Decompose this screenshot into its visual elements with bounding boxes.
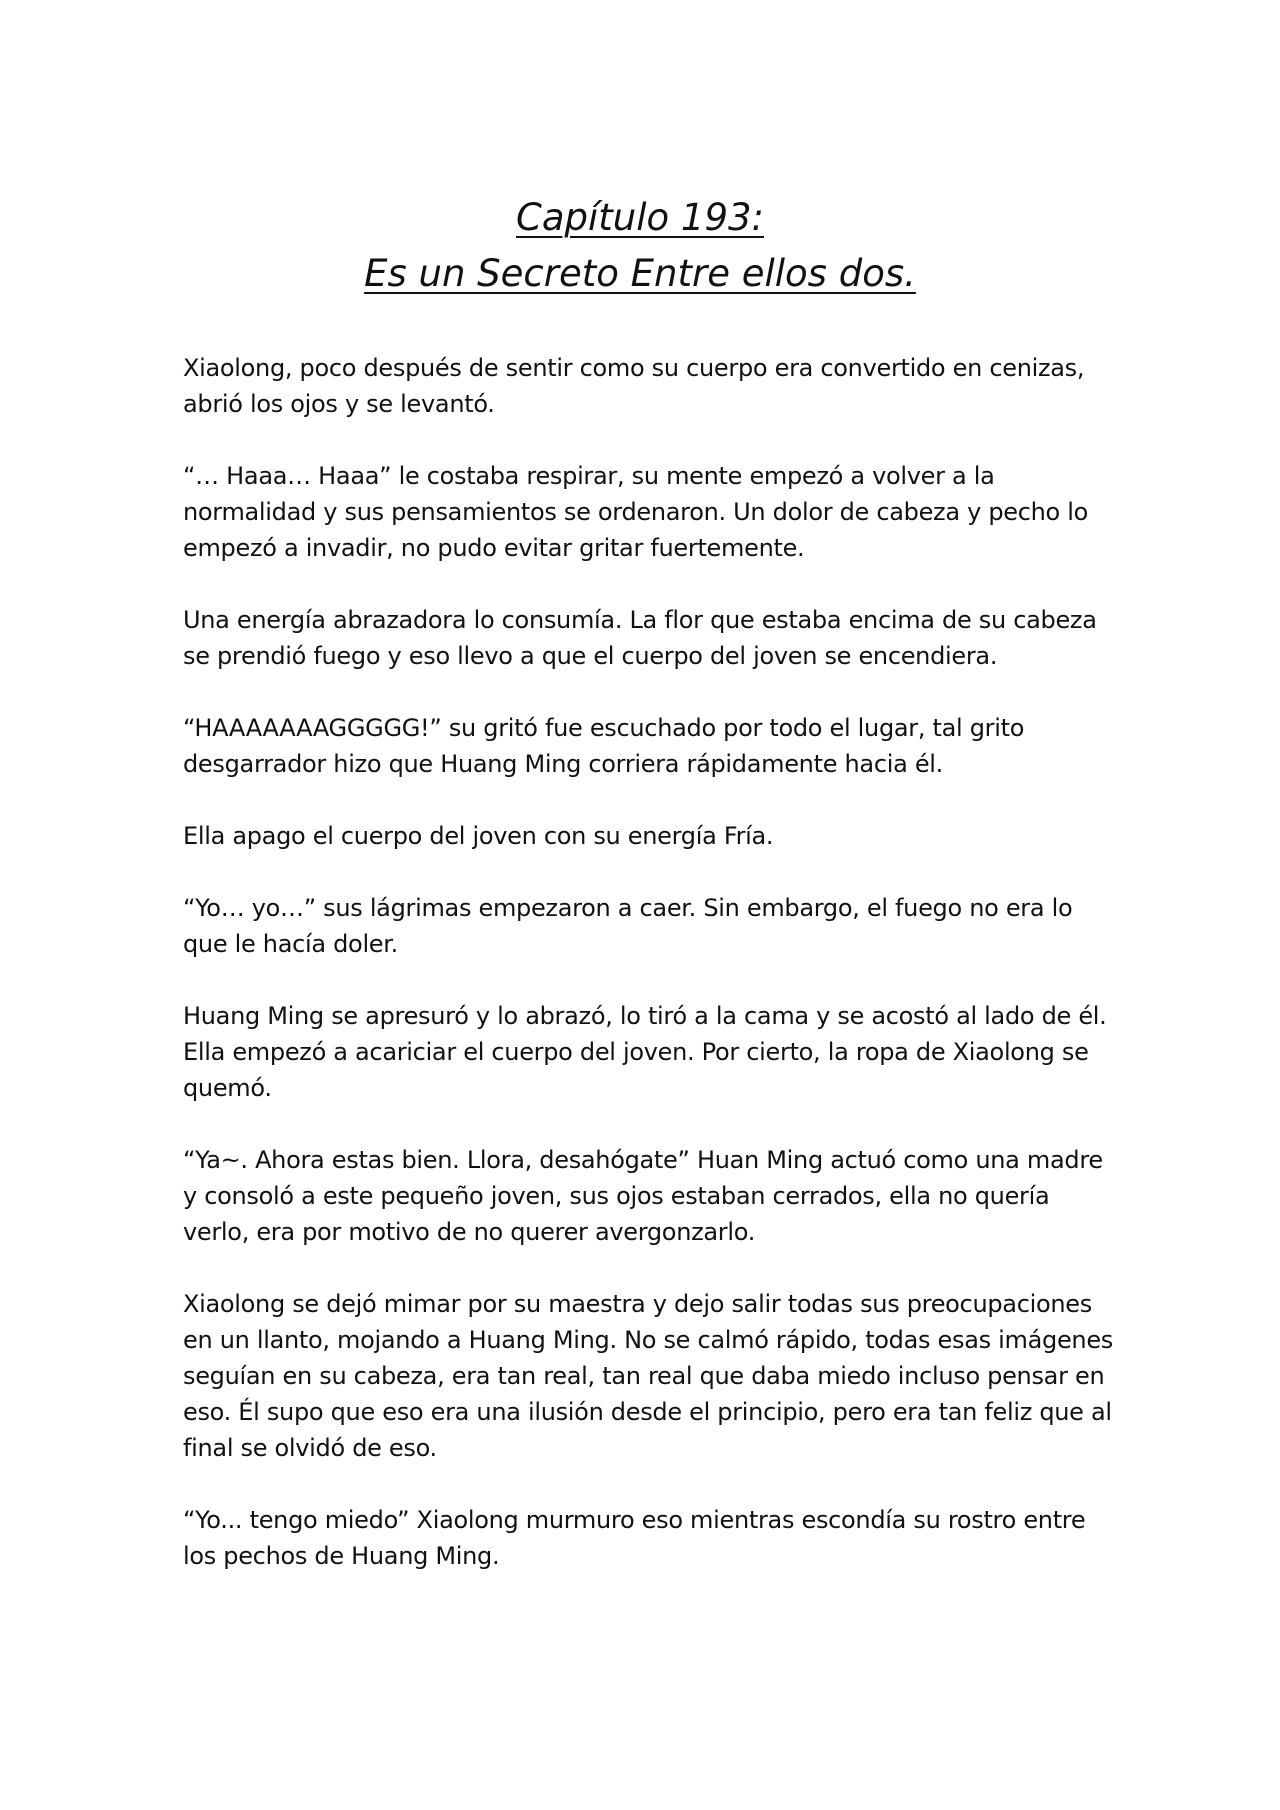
chapter-subtitle-heading: Es un Secreto Entre ellos dos.	[364, 252, 916, 295]
paragraph: “Yo… yo…” sus lágrimas empezaron a caer. Sin embargo, el fuego no era lo que le hacía doler.	[183, 894, 1073, 958]
paragraph: Xiaolong se dejó mimar por su maestra y dejo salir todas sus preocupaciones en un llanto, mojando a Huang Ming. No se calmó rápido, todas esas imágenes seguían en su cabeza, era tan real, tan real que daba miedo incluso pensar en eso. Él supo que eso era una ilusión desde el principio, pero era tan feliz que al final se olvidó de eso.	[183, 1290, 1114, 1462]
chapter-number-heading: Capítulo 193:	[516, 196, 764, 239]
paragraph: Una energía abrazadora lo consumía. La flor que estaba encima de su cabeza se prendió fuego y eso llevo a que el cuerpo del joven se encendiera.	[183, 606, 1097, 670]
paragraph: Xiaolong, poco después de sentir como su cuerpo era convertido en cenizas, abrió los ojos y se levantó.	[183, 354, 1085, 418]
paragraph: Ella apago el cuerpo del joven con su energía Fría.	[183, 822, 774, 850]
chapter-body	[183, 350, 1113, 1610]
paragraph: “… Haaa… Haaa” le costaba respirar, su mente empezó a volver a la normalidad y sus pensamientos se ordenaron. Un dolor de cabeza y pecho lo empezó a invadir, no pudo evitar gritar fuertemente.	[183, 462, 1088, 562]
paragraph: “HAAAAAAAGGGGG!” su gritó fue escuchado por todo el lugar, tal grito desgarrador hizo que Huang Ming corriera rápidamente hacia él.	[183, 714, 1025, 778]
paragraph: “Ya~. Ahora estas bien. Llora, desahógate” Huan Ming actuó como una madre y consoló a este pequeño joven, sus ojos estaban cerrados, ella no quería verlo, era por motivo de no querer avergonzarlo.	[183, 1146, 1103, 1246]
paragraph: “Yo... tengo miedo” Xiaolong murmuro eso mientras escondía su rostro entre los pechos de Huang Ming.	[183, 1506, 1086, 1570]
paragraph: Huang Ming se apresuró y lo abrazó, lo tiró a la cama y se acostó al lado de él. Ella empezó a acariciar el cuerpo del joven. Por cierto, la ropa de Xiaolong se quemó.	[183, 1002, 1107, 1102]
chapter-title	[0, 190, 1280, 302]
